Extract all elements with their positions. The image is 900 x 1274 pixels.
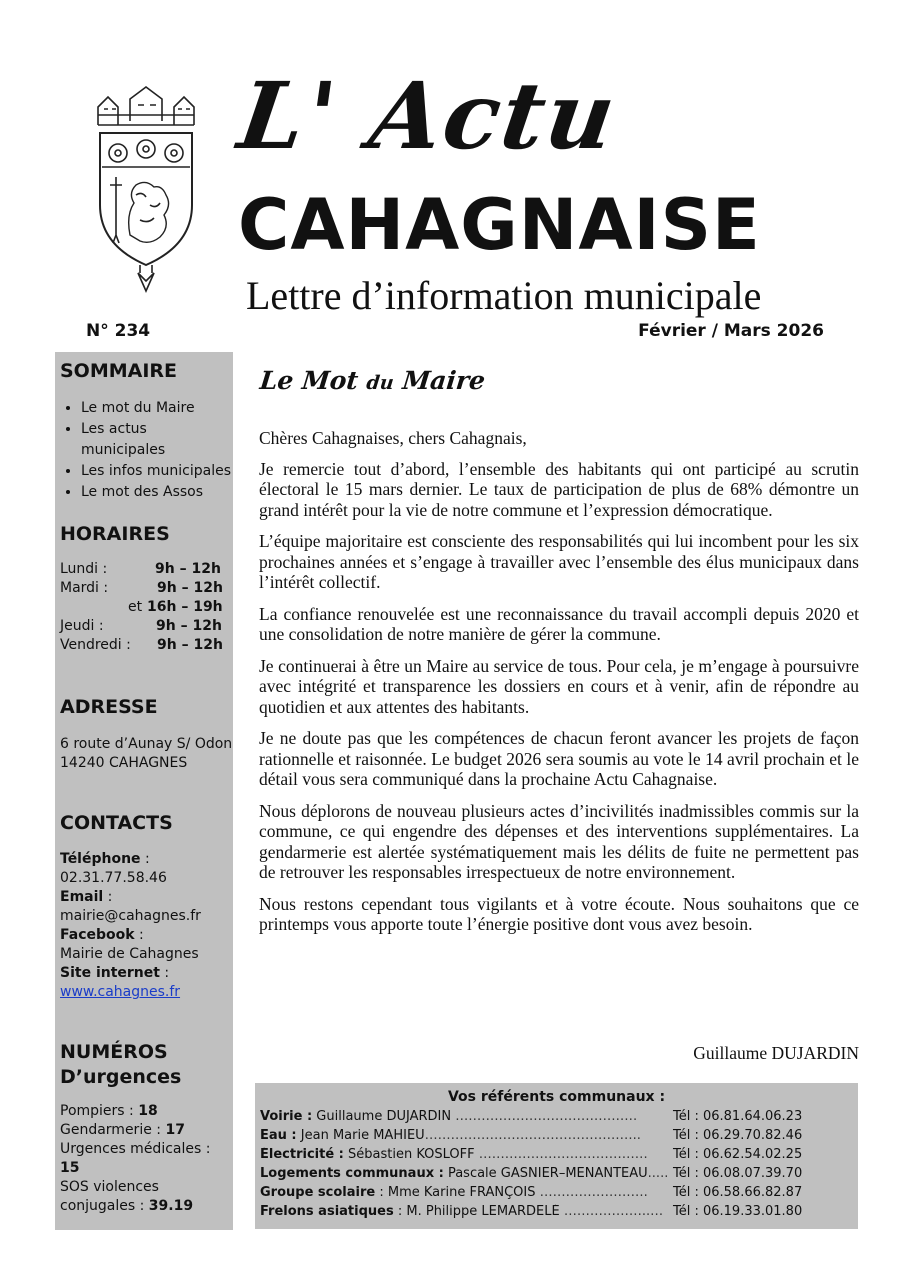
article-signature: Guillaume DUJARDIN (693, 1043, 859, 1063)
referent-name: Jean Marie MAHIEU (300, 1128, 425, 1143)
article-title-part: Maire (401, 366, 487, 395)
site-label: Site internet (60, 965, 160, 981)
urgence-number: 17 (165, 1122, 185, 1138)
phone-value[interactable]: 02.31.77.58.46 (60, 870, 167, 886)
referent-role: Groupe scolaire (260, 1185, 376, 1200)
sidebar (55, 352, 233, 1230)
horaires-row (60, 617, 230, 636)
phone-label: Téléphone (60, 851, 141, 867)
urgence-item (60, 1140, 233, 1178)
urgences-heading (60, 1040, 181, 1090)
sommaire-item: • Les actus municipales (81, 419, 233, 461)
horaires-table (60, 560, 230, 655)
urgence-item (60, 1121, 233, 1140)
referent-leader: …………………………………… (455, 1109, 638, 1124)
sommaire-item: • Les infos municipales (81, 461, 233, 482)
referent-row (260, 1204, 854, 1222)
adresse-line: 6 route d’Aunay S/ Odon (60, 736, 233, 752)
article-paragraph: Nous restons cependant tous vigilants et à votre écoute. Nous souhaitons que ce printemps vous apporte toute l’énergie positive dont vous avez besoin. (259, 893, 859, 934)
referent-row (260, 1147, 854, 1165)
urgence-label: SOS violences (60, 1179, 159, 1195)
horaires-day: Vendredi : (60, 637, 131, 653)
horaires-time: 16h – 19h (147, 599, 223, 615)
referent-row (260, 1128, 854, 1146)
referent-role: Voirie : (260, 1109, 313, 1124)
referent-leader: ..... (647, 1166, 669, 1181)
email-label: Email (60, 889, 104, 905)
contacts-heading: CONTACTS (60, 812, 173, 834)
referent-role: Électricité : (260, 1147, 344, 1162)
urgence-number: 15 (60, 1160, 80, 1176)
referent-leader: ……………………. (539, 1185, 648, 1200)
referent-row (260, 1166, 854, 1184)
referent-phone: Tél : 06.29.70.82.46 (673, 1128, 803, 1143)
website-link[interactable]: www.cahagnes.fr (60, 984, 181, 1000)
issue-date: Février / Mars 2026 (638, 321, 824, 341)
referent-phone: Tél : 06.19.33.01.80 (673, 1204, 803, 1219)
article-greeting: Chères Cahagnaises, chers Cahagnais, (259, 428, 527, 448)
urgences-heading-line1: NUMÉROS (60, 1041, 168, 1063)
referent-leader: ………………………………… (478, 1147, 648, 1162)
sommaire-heading: SOMMAIRE (60, 360, 178, 382)
email-value[interactable]: mairie@cahagnes.fr (60, 908, 201, 924)
municipal-crest-logo (90, 85, 202, 295)
urgence-label: Gendarmerie : (60, 1122, 161, 1138)
adresse-heading: ADRESSE (60, 696, 158, 718)
horaires-heading: HORAIRES (60, 523, 170, 545)
horaires-day: Jeudi : (60, 618, 104, 634)
masthead-title-actu: L' Actu (232, 62, 624, 170)
horaires-day: Lundi : (60, 561, 108, 577)
urgence-item (60, 1197, 233, 1216)
adresse-block (60, 735, 232, 773)
article-paragraph: Je remercie tout d’abord, l’ensemble des habitants qui ont participé au scrutin électoral le 15 mars dernier. Le taux de participation de plus de 68% démontre un grand intérêt pour la vie de notre commune et l’expression démocratique. (259, 458, 859, 520)
facebook-value: Mairie de Cahagnes (60, 946, 199, 962)
horaires-time: 9h – 12h (155, 561, 221, 577)
article-title-part: du (365, 372, 395, 394)
urgence-item (60, 1102, 233, 1121)
article-paragraph: L’équipe majoritaire est consciente des responsabilités qui lui incombent pour les six prochaines années et s’engage à travailler avec l’ensemble des élus municipaux dans l’intérêt collectif. (259, 531, 859, 592)
urgence-label: Urgences médicales : (60, 1141, 211, 1157)
horaires-row (60, 560, 230, 579)
urgence-label: Pompiers : (60, 1103, 134, 1119)
article-paragraph: La confiance renouvelée est une reconnaissance du travail accompli depuis 2020 et une consolidation de notre manière de gérer la commune. (259, 603, 859, 644)
urgence-item (60, 1178, 233, 1197)
facebook-label: Facebook (60, 927, 135, 943)
horaires-time: 9h – 12h (156, 618, 222, 634)
issue-number: N° 234 (86, 321, 151, 341)
masthead-title-cahagnaise: CAHAGNAISE (238, 184, 761, 266)
referent-phone: Tél : 06.58.66.82.87 (673, 1185, 803, 1200)
urgence-number: 18 (138, 1103, 158, 1119)
horaires-day: et (128, 599, 143, 615)
horaires-row (60, 579, 230, 598)
referent-role: Logements communaux : (260, 1166, 444, 1181)
urgences-heading-line2: D’urgences (60, 1066, 182, 1088)
article-paragraph: Je continuerai à être un Maire au service de tous. Pour cela, je m’engage à poursuivre avec intégrité et transparence les dossiers en cours et à venir, afin de répondre au quotidien et aux attentes des habitants. (259, 655, 859, 717)
referents-box (255, 1083, 858, 1229)
referent-role: Eau : (260, 1128, 297, 1143)
sommaire-list (65, 398, 233, 503)
referents-title: Vos référents communaux : (447, 1089, 666, 1105)
article-paragraph: Je ne doute pas que les compétences de chacun feront avancer les projets de façon rationnelle et raisonnée. Le budget 2026 sera soumis au vote le 14 avril prochain et le détail vous sera communiqué dans la prochaine Actu Cahagnaise. (259, 728, 859, 789)
referent-phone: Tél : 06.81.64.06.23 (673, 1109, 803, 1124)
contacts-block: Téléphone : 02.31.77.58.46 Email : mairie@cahagnes.fr Facebook : Mairie de Cahagnes Site internet : www.cahagnes.fr (60, 851, 201, 1000)
referent-row (260, 1109, 854, 1127)
referent-phone: Tél : 06.62.54.02.25 (673, 1147, 803, 1162)
referent-leader: ………………………………………….. (424, 1128, 641, 1143)
urgence-number: 39.19 (148, 1198, 194, 1214)
referent-name: Pascale GASNIER–MENANTEAU (447, 1166, 648, 1181)
horaires-row (60, 598, 230, 617)
horaires-day: Mardi : (60, 580, 109, 596)
sommaire-item: • Le mot des Assos (81, 482, 233, 503)
referent-name: : M. Philippe LEMARDELÉ (397, 1204, 560, 1219)
masthead-subtitle: Lettre d’information municipale (246, 273, 762, 318)
horaires-time: 9h – 12h (157, 637, 223, 653)
article-body (259, 428, 859, 946)
referent-name: Sébastien KOSLOFF (348, 1147, 475, 1162)
urgence-label: conjugales : (60, 1198, 145, 1214)
referent-leader: ………………..… (563, 1204, 664, 1219)
urgences-list (60, 1102, 233, 1216)
article-paragraph: Nous déplorons de nouveau plusieurs actes d’incivilités inadmissibles commis sur la commune, ce qui engendre des dépenses et des interventions supplémentaires. La gendarmerie est alertée systématiquement mais les délits de fuite ne permettent pas de retrouver les responsables irrespectueux de notre environnement. (259, 800, 859, 882)
adresse-line: 14240 CAHAGNES (60, 755, 188, 771)
article-title-part: Le Mot (258, 366, 360, 395)
referent-phone: Tél : 06.08.07.39.70 (673, 1166, 803, 1181)
referent-name: Guillaume DUJARDIN (316, 1109, 452, 1124)
referent-name: : Mme Karine FRANÇOIS (379, 1185, 536, 1200)
article-title (258, 366, 486, 395)
referent-role: Frelons asiatiques (260, 1204, 394, 1219)
sommaire-item: • Le mot du Maire (81, 398, 233, 419)
horaires-time: 9h – 12h (157, 580, 223, 596)
referent-row (260, 1185, 854, 1203)
horaires-row (60, 636, 230, 655)
